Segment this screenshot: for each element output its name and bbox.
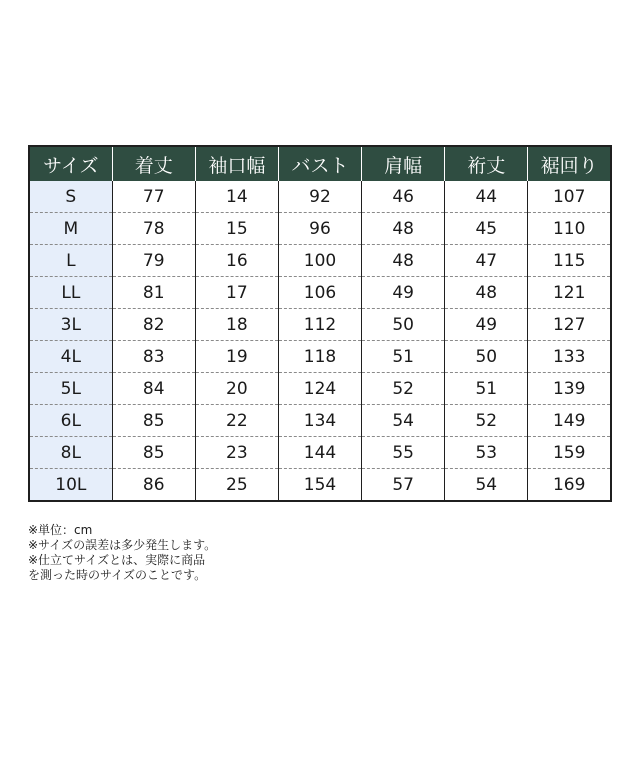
size-cell: 6L — [29, 405, 112, 437]
table-cell: 85 — [112, 405, 195, 437]
size-cell: L — [29, 245, 112, 277]
table-row — [29, 213, 611, 245]
table-cell: 159 — [528, 437, 611, 469]
table-row — [29, 245, 611, 277]
table-cell: 52 — [445, 405, 528, 437]
size-cell: S — [29, 181, 112, 213]
header-shoulder-width: 肩幅 — [362, 146, 445, 181]
table-cell: 50 — [445, 341, 528, 373]
header-size: サイズ — [29, 146, 112, 181]
table-cell: 82 — [112, 309, 195, 341]
table-cell: 20 — [195, 373, 278, 405]
table-cell: 54 — [362, 405, 445, 437]
table-cell: 110 — [528, 213, 611, 245]
table-cell: 47 — [445, 245, 528, 277]
header-cuff-width: 袖口幅 — [195, 146, 278, 181]
size-chart-table — [28, 145, 612, 502]
size-cell: 10L — [29, 469, 112, 502]
table-cell: 127 — [528, 309, 611, 341]
size-notes — [28, 523, 216, 583]
table-cell: 51 — [445, 373, 528, 405]
table-cell: 84 — [112, 373, 195, 405]
table-cell: 54 — [445, 469, 528, 502]
note-finished-size-line-2: を測った時のサイズのことです。 — [28, 568, 207, 582]
table-cell: 78 — [112, 213, 195, 245]
table-cell: 106 — [278, 277, 361, 309]
table-cell: 134 — [278, 405, 361, 437]
table-cell: 81 — [112, 277, 195, 309]
table-cell: 133 — [528, 341, 611, 373]
table-cell: 50 — [362, 309, 445, 341]
note-unit: ※単位：cm — [28, 523, 93, 537]
table-cell: 139 — [528, 373, 611, 405]
table-row — [29, 181, 611, 213]
table-cell: 100 — [278, 245, 361, 277]
table-cell: 49 — [445, 309, 528, 341]
table-cell: 51 — [362, 341, 445, 373]
header-length: 着丈 — [112, 146, 195, 181]
table-cell: 18 — [195, 309, 278, 341]
table-cell: 52 — [362, 373, 445, 405]
table-cell: 107 — [528, 181, 611, 213]
table-cell: 48 — [362, 245, 445, 277]
table-cell: 14 — [195, 181, 278, 213]
table-cell: 17 — [195, 277, 278, 309]
table-cell: 48 — [362, 213, 445, 245]
table-row — [29, 373, 611, 405]
table-cell: 25 — [195, 469, 278, 502]
table-cell: 92 — [278, 181, 361, 213]
table-cell: 19 — [195, 341, 278, 373]
table-cell: 45 — [445, 213, 528, 245]
table-cell: 169 — [528, 469, 611, 502]
size-cell: LL — [29, 277, 112, 309]
table-cell: 57 — [362, 469, 445, 502]
table-cell: 22 — [195, 405, 278, 437]
table-row — [29, 341, 611, 373]
table-cell: 149 — [528, 405, 611, 437]
table-header-row — [29, 146, 611, 181]
header-bust: バスト — [278, 146, 361, 181]
table-cell: 48 — [445, 277, 528, 309]
size-cell: M — [29, 213, 112, 245]
header-sleeve-length: 裄丈 — [445, 146, 528, 181]
table-cell: 77 — [112, 181, 195, 213]
table-cell: 55 — [362, 437, 445, 469]
table-cell: 112 — [278, 309, 361, 341]
table-cell: 15 — [195, 213, 278, 245]
table-cell: 124 — [278, 373, 361, 405]
table-cell: 83 — [112, 341, 195, 373]
table-cell: 115 — [528, 245, 611, 277]
table-cell: 121 — [528, 277, 611, 309]
size-cell: 5L — [29, 373, 112, 405]
table-cell: 144 — [278, 437, 361, 469]
table-cell: 46 — [362, 181, 445, 213]
table-cell: 86 — [112, 469, 195, 502]
header-hem-circumference: 裾回り — [528, 146, 611, 181]
table-cell: 79 — [112, 245, 195, 277]
table-cell: 85 — [112, 437, 195, 469]
size-cell: 4L — [29, 341, 112, 373]
size-cell: 3L — [29, 309, 112, 341]
table-cell: 154 — [278, 469, 361, 502]
table-row — [29, 277, 611, 309]
table-cell: 53 — [445, 437, 528, 469]
size-cell: 8L — [29, 437, 112, 469]
table-row — [29, 309, 611, 341]
table-cell: 49 — [362, 277, 445, 309]
table-cell: 44 — [445, 181, 528, 213]
table-row — [29, 405, 611, 437]
table-cell: 118 — [278, 341, 361, 373]
table-cell: 96 — [278, 213, 361, 245]
table-cell: 16 — [195, 245, 278, 277]
table-cell: 23 — [195, 437, 278, 469]
note-size-variance: ※サイズの誤差は多少発生します。 — [28, 538, 217, 552]
note-finished-size-line-1: ※仕立てサイズとは、実際に商品 — [28, 553, 206, 567]
table-row — [29, 469, 611, 502]
table-row — [29, 437, 611, 469]
